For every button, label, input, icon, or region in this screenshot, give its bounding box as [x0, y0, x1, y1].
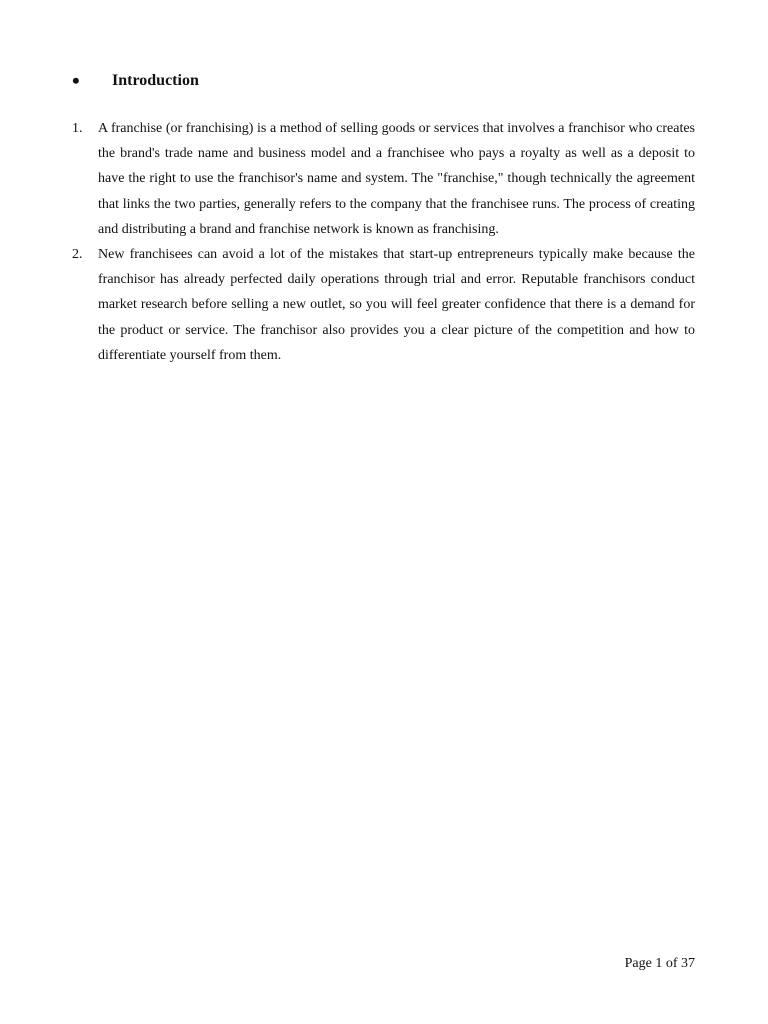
list-item-text: New franchisees can avoid a lot of the mistakes that start-up entrepreneurs typically make because the franchisor has already perfected daily operations through trial and error. Reputable franchisors conduct market research before selling a new outlet, so you will feel greater confidence that there is a demand for the product or service. The franchisor also provides you a clear picture of the competition and how to differentiate yourself from them. [98, 247, 695, 363]
section-heading [72, 70, 199, 92]
numbered-list [72, 116, 695, 368]
list-item [72, 116, 695, 242]
bullet-icon: • [72, 68, 80, 93]
section-title: Introduction [112, 72, 199, 89]
page-number: Page 1 of 37 [624, 956, 695, 971]
list-item-number: 1. [72, 121, 83, 136]
list-item-number: 2. [72, 247, 83, 263]
list-item [72, 242, 695, 368]
list-item-text: A franchise (or franchising) is a method of selling goods or services that involves a franchisor who creates the brand's trade name and business model and a franchisee who pays a royalty as well as a deposit to have the right to use the franchisor's name and system. The "franchise," though technically the agreement that links the two parties, generally refers to the company that the franchisee runs. The process of creating and distributing a brand and franchise network is known as franchising. [98, 121, 695, 237]
